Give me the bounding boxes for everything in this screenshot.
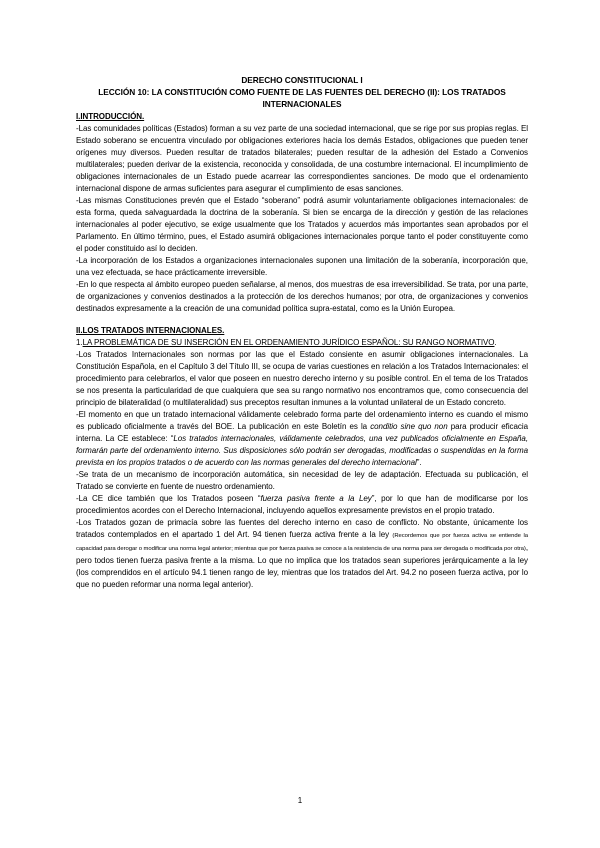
subsection-heading [76, 337, 528, 349]
page-number: 1 [297, 796, 303, 805]
subsection-number: 1. [76, 338, 83, 347]
text-run: ”. [416, 458, 422, 467]
italic-run: conditio sine quo non [370, 422, 448, 431]
text-run: -El momento en que un tratado internacional válidamente celebrado forma parte del ordenamiento interno es cuando el mismo es publicado oficialmente a través del BOE. La publicación en este Boletín es la [76, 410, 528, 431]
paragraph-primacia [76, 517, 528, 591]
page-content [76, 74, 528, 591]
quote-ce: Los tratados internacionales, válidamente celebrados, una vez publicados oficialmente en España, formarán parte del ordenamiento interno. Sus disposiciones sólo podrán ser derogadas, modificadas o suspendidas en la forma prevista en los propios tratados o de acuerdo con las normas generales del derecho internacional [76, 434, 528, 467]
text-run: , pero todos tienen fuerza pasiva frente a la misma. Lo que no implica que los tratados sean superiores jerárquicamente a la ley (los comprendidos en el artículo 94.1 tienen rango de ley, mientras que los tratados del Art. 94.2 no poseen fuerza activa, por lo que no pueden reformar una norma legal anterior). [76, 543, 529, 589]
section-heading-introduccion: I.INTRODUCCIÓN. [76, 112, 145, 121]
text-run: para producir eficacia interna. La CE establece: “ [76, 422, 528, 443]
italic-run: fuerza pasiva frente a la Ley [260, 494, 372, 503]
paragraph: -Los Tratados Internacionales son normas por las que el Estado consiente en asumir obligaciones internacionales. La Constitución Española, en el Capítulo 3 del Título III, se ocupa de varias cuestiones en relación a los Tratados Internacionales: el procedimiento para celebrarlos, el valor que poseen en nuestro derecho interno y su posible control. En el tema de los Tratados se nos presenta la particularidad de que cualquiera que sea su rango normativo nos encontramos que, como consecuencia del principio de bilateralidad (o multilateralidad) sus preceptos resultan inmunes a la voluntad unilateral de un Estado concreto. [76, 350, 528, 407]
lesson-title: LECCIÓN 10: LA CONSTITUCIÓN COMO FUENTE DE LAS FUENTES DEL DERECHO (II): LOS TRATADOS INTERNACIONALES [98, 87, 506, 109]
paragraph: -Las mismas Constituciones prevén que el Estado “soberano” podrá asumir voluntariamente obligaciones internacionales: de esta forma, queda salvaguardada la doctrina de la soberanía. Si bien se encarga de la dirección y gestión de las relaciones internacionales al poder ejecutivo, se exige usualmente que los Tratados y acuerdos más importantes sean aprobados por el Parlamento. En último término, pues, el Estado asumirá obligaciones internacionales porque tanto el poder constituyente como el poder constituido así lo deciden. [76, 196, 528, 253]
text-run: ”, por lo que han de modificarse por los procedimientos acordes con el Derecho Internacional, incluyendo aquellos expresamente previstos en el propio tratado. [76, 494, 528, 515]
paragraph-publication [76, 409, 528, 469]
paragraph: -En lo que respecta al ámbito europeo pueden señalarse, al menos, dos muestras de esa irreversibilidad. Se trata, por una parte, de organizaciones y convenios destinados a la protección de los derechos humanos; por otra, de organizaciones y convenios destinados expresamente a la creación de una comunidad política supra-estatal, como es la Unión Europea. [76, 280, 528, 313]
note-run: (Recordemos que por fuerza activa se entiende la capacidad para derogar o modificar una norma legal anterior; mientras que por fuerza pasiva se conoce a la resistencia de una norma para ser derogada o modificada por otra) [76, 533, 528, 552]
subsection-title: LA PROBLEMÁTICA DE SU INSERCIÓN EN EL ORDENAMIENTO JURÍDICO ESPAÑOL: SU RANGO NORMATIVO [82, 338, 495, 347]
paragraph: -La incorporación de los Estados a organizaciones internacionales suponen una limitación de la soberanía, incorporación que, una vez efectuada, se hace prácticamente irreversible. [76, 256, 528, 277]
text-run: -Los Tratados gozan de primacía sobre las fuentes del derecho interno en caso de conflicto. No obstante, únicamente los tratados contemplados en el apartado 1 del Art. 94 tienen fuerza activa frente a la ley [76, 518, 528, 539]
course-title: DERECHO CONSTITUCIONAL I [241, 75, 363, 85]
paragraph-fuerza-pasiva [76, 493, 528, 517]
paragraph: -Las comunidades políticas (Estados) forman a su vez parte de una sociedad internacional, que se rige por sus propias reglas. El Estado soberano se encuentra vinculado por obligaciones exteriores hacia los demás Estados, obligaciones que pueden tener orígenes muy diversos. Pueden resultar de tratados bilaterales; pueden resultar de la adhesión del Estado a Convenios multilaterales; pueden derivar de la existencia, reconocida y consolidada, de una costumbre internacional. El incumplimiento de obligaciones internacionales de un Estado puede acarrear las correspondientes sanciones. De modo que el ordenamiento internacional dispone de armas suficientes para asegurar el cumplimiento de esas sanciones. [76, 124, 528, 193]
text-run: -La CE dice también que los Tratados poseen “ [76, 494, 261, 503]
section-heading-tratados: II.LOS TRATADOS INTERNACIONALES. [76, 326, 225, 335]
subsection-period: . [494, 338, 497, 347]
paragraph: -Se trata de un mecanismo de incorporación automática, sin necesidad de ley de adaptación. Efectuada su publicación, el Tratado se convierte en fuente de nuestro ordenamiento. [76, 470, 528, 491]
